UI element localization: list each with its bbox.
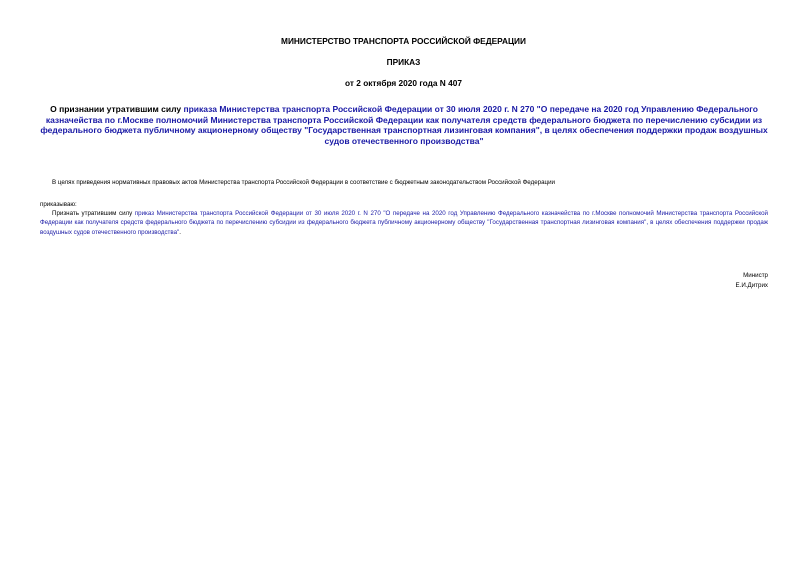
ministry-name: МИНИСТЕРСТВО ТРАНСПОРТА РОССИЙСКОЙ ФЕДЕРАЦИИ [281, 36, 526, 46]
signature-position: Министр [743, 272, 768, 279]
signature-name: Е.И.Дитрих [735, 282, 768, 289]
order-item-suffix: . [179, 228, 181, 236]
preamble-paragraph: В целях приведения нормативных правовых актов Министерства транспорта Российской Федерации в соответствие с бюджетным законодательством Российской Федерации [52, 179, 555, 186]
orders-word: приказываю: [40, 201, 77, 208]
title-prefix: О признании утратившим силу [50, 104, 184, 114]
order-item-paragraph [40, 209, 768, 237]
title-link[interactable]: приказа Министерства транспорта Российской Федерации от 30 июля 2020 г. N 270 "О передаче на 2020 год Управлению Федерального казначейства по г.Москве полномочий Министерства транспорта Российской Федерации как получателя средств федерального бюджета по перечислению субсидии из федерального бюджета публичному акционерному обществу "Государственная транспортная лизинговая компания", в целях обеспечения поддержки продаж воздушных судов отечественного производства" [40, 104, 768, 146]
document-title [40, 104, 768, 146]
order-item-link[interactable]: приказ Министерства транспорта Российской Федерации от 30 июля 2020 г. N 270 "О передаче на 2020 год Управлению Федерального казначейства по г.Москве полномочий Министерства транспорта Российской Федерации как получателя средств федерального бюджета по перечислению субсидии из федерального бюджета публичному акционерному обществу "Государственная транспортная лизинговая компания", в целях обеспечения поддержки продаж воздушных судов отечественного производства" [40, 210, 768, 236]
document-type: ПРИКАЗ [386, 57, 421, 67]
document-date-number: от 2 октября 2020 года N 407 [345, 78, 462, 88]
order-item-prefix: Признать утратившим силу [52, 210, 135, 217]
